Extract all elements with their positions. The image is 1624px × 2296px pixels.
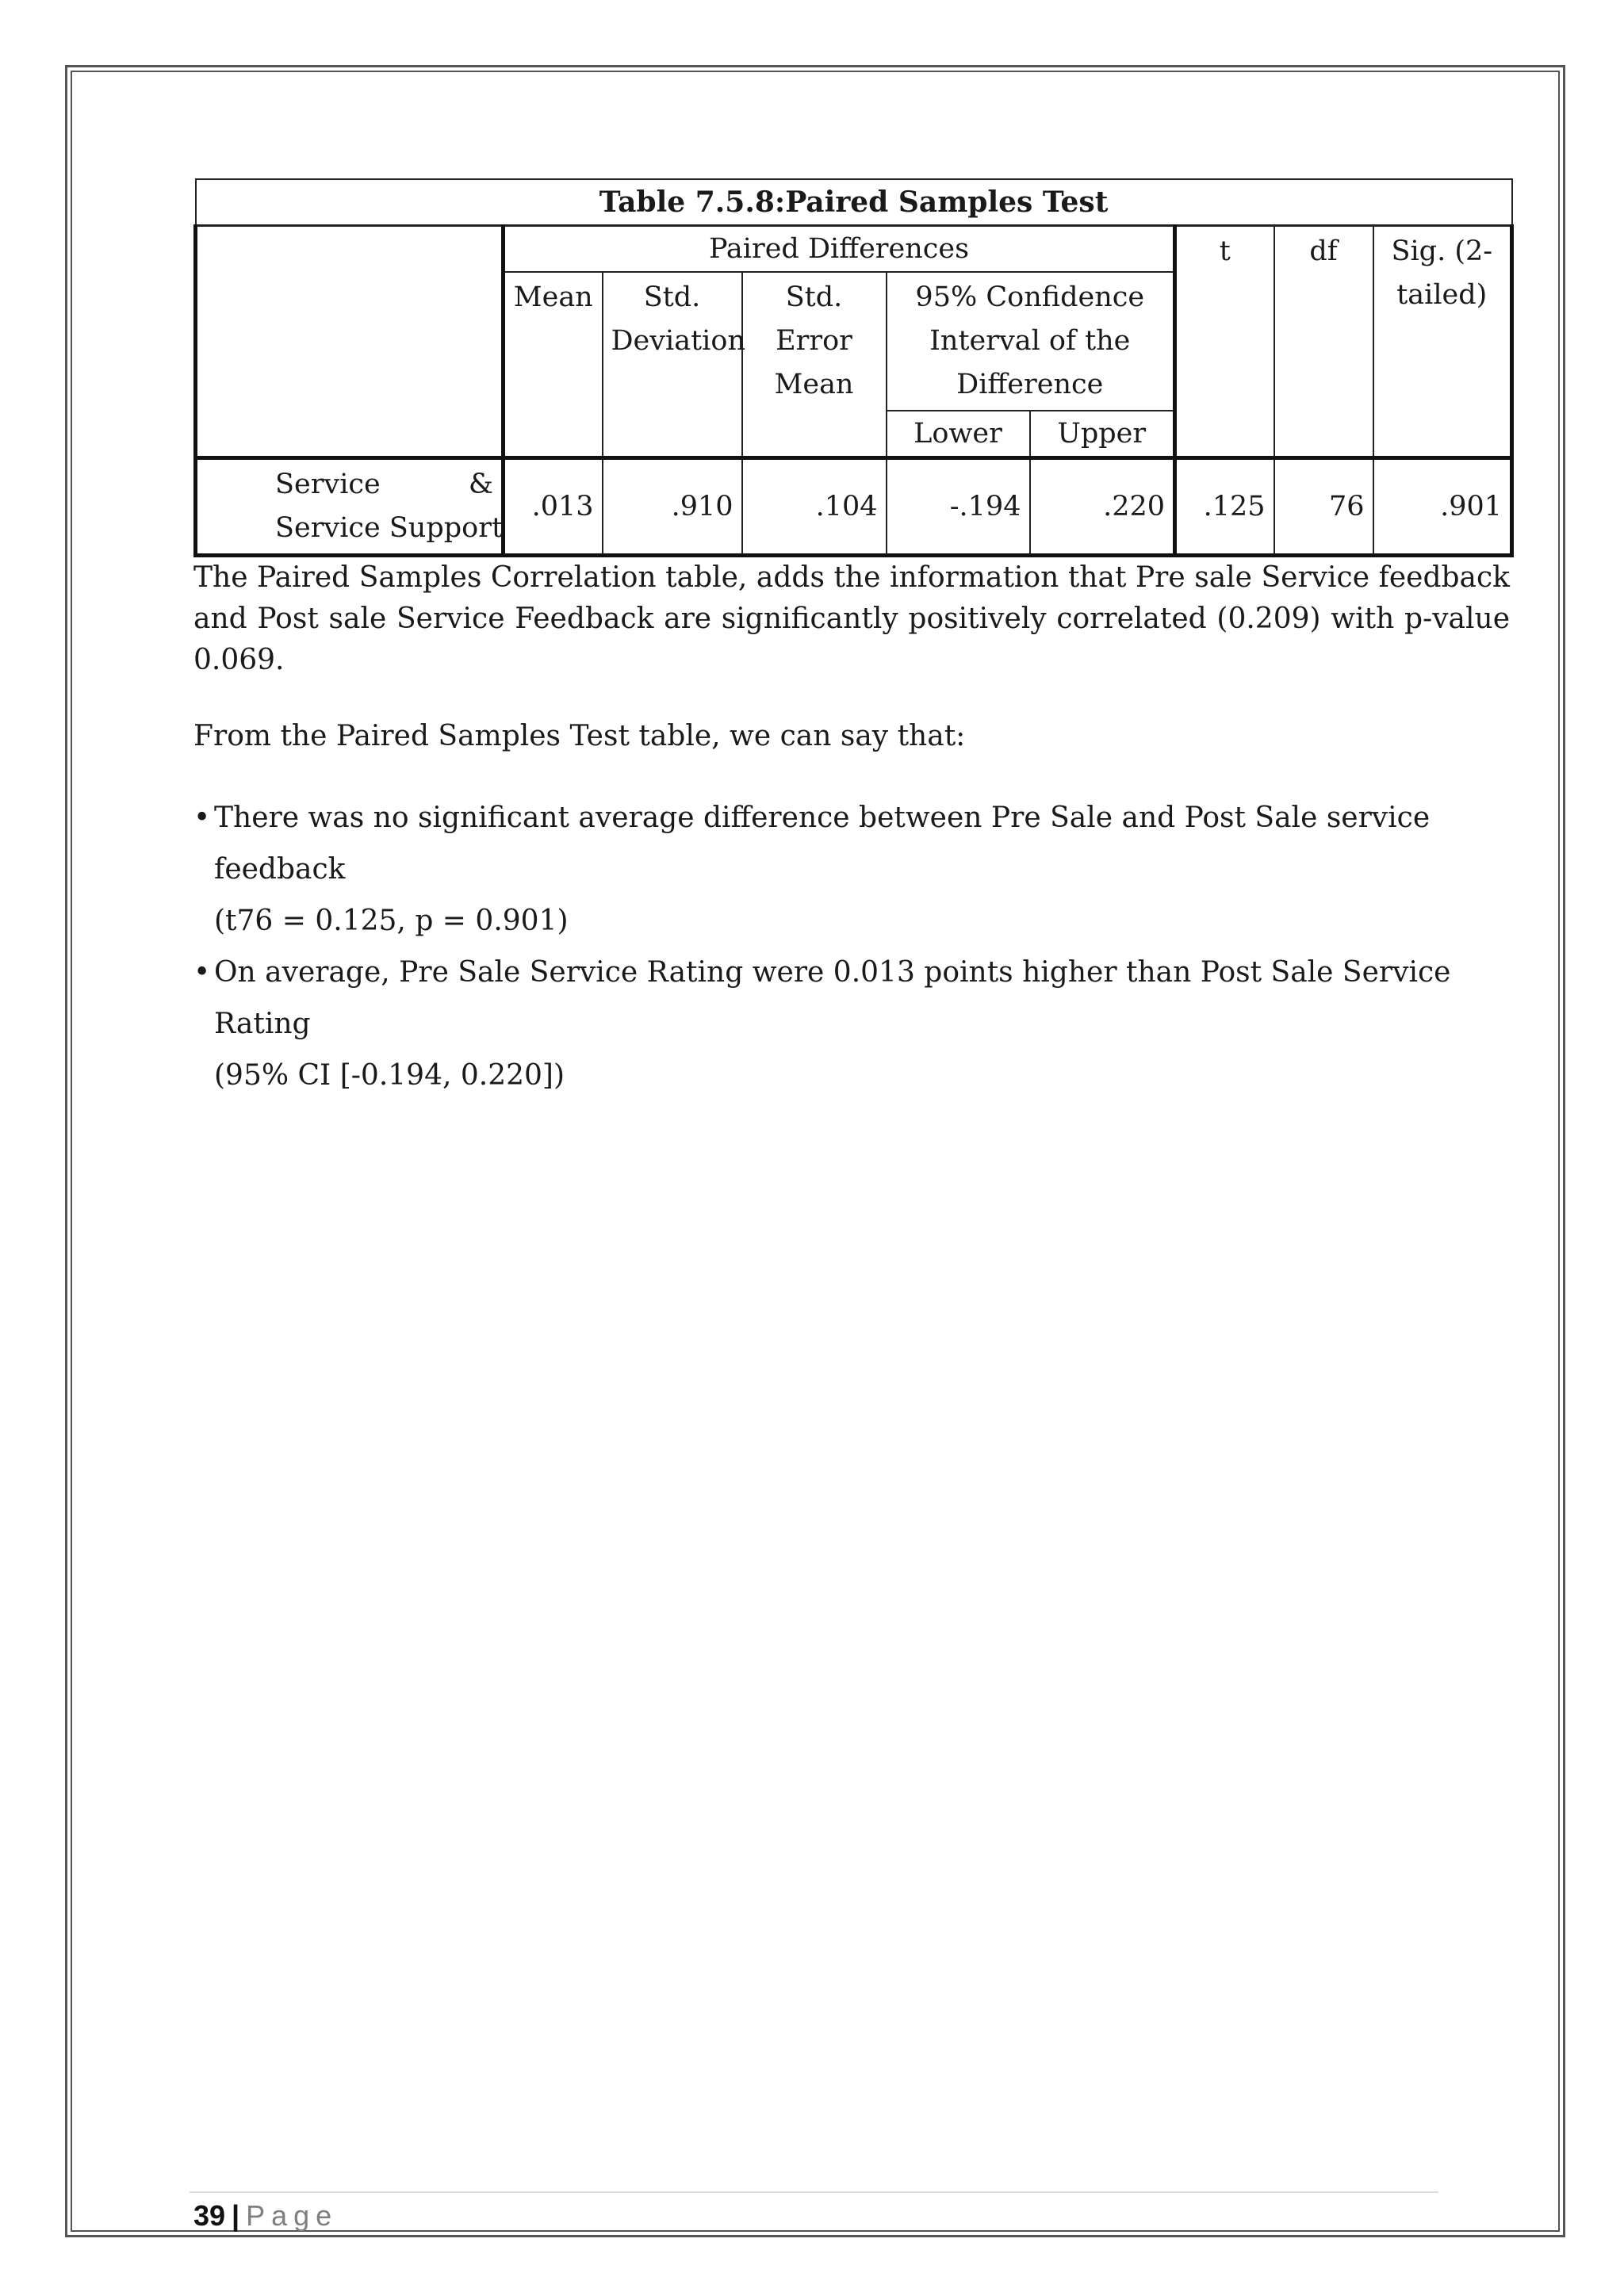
page-number: 39 [193, 2199, 226, 2232]
cell-lower: -.194 [887, 458, 1030, 556]
bullet-line2: (95% CI [-0.194, 0.220]) [214, 1059, 565, 1092]
cell-t: .125 [1175, 458, 1274, 556]
row-label-part2: Service Support [275, 512, 504, 544]
page-label: Page [246, 2199, 339, 2232]
list-item [193, 947, 1510, 1101]
header-sig: Sig. (2-tailed) [1373, 226, 1512, 458]
intro-paragraph: From the Paired Samples Test table, we can say that: [193, 720, 966, 752]
header-confidence-interval: 95% Confidence Interval of the Difference [887, 272, 1175, 411]
header-t: t [1175, 226, 1274, 458]
header-df: df [1274, 226, 1373, 458]
footer-separator: | [232, 2199, 240, 2232]
header-std-deviation: Std. Deviation [603, 272, 742, 458]
bullet-icon: • [193, 802, 211, 834]
table-stub-header [196, 226, 504, 458]
cell-mean: .013 [504, 458, 603, 556]
row-label-ampersand: & [468, 469, 493, 500]
cell-std-deviation: .910 [603, 458, 742, 556]
cell-upper: .220 [1030, 458, 1175, 556]
header-std-error-mean: Std. Error Mean [742, 272, 887, 458]
cell-std-error-mean: .104 [742, 458, 887, 556]
bullet-icon: • [193, 956, 211, 989]
cell-sig: .901 [1373, 458, 1512, 556]
bullet-line1: There was no significant average difference between Pre Sale and Post Sale service feedback [214, 802, 1431, 886]
bullet-line1: On average, Pre Sale Service Rating were 0.013 points higher than Post Sale Service Rating [214, 956, 1451, 1040]
table-row [196, 458, 1512, 556]
cell-df: 76 [1274, 458, 1373, 556]
header-upper: Upper [1030, 411, 1175, 458]
row-label-part1: Service [275, 469, 381, 500]
page-footer [193, 2196, 338, 2236]
table-caption: Table 7.5.8:Paired Samples Test [196, 179, 1512, 226]
correlation-paragraph: The Paired Samples Correlation table, adds the information that Pre sale Service feedback and Post sale Service Feedback are significantly positively correlated (0.209) with p-value 0.069. [193, 561, 1510, 676]
row-label [196, 458, 504, 556]
findings-list [193, 792, 1510, 1101]
footer-divider [190, 2191, 1438, 2193]
page-content [193, 178, 1510, 1101]
header-mean: Mean [504, 272, 603, 458]
header-paired-differences: Paired Differences [504, 226, 1175, 273]
list-item [193, 792, 1510, 947]
bullet-line2: (t76 = 0.125, p = 0.901) [214, 905, 569, 937]
paired-samples-test-table [193, 178, 1514, 557]
header-lower: Lower [887, 411, 1030, 458]
